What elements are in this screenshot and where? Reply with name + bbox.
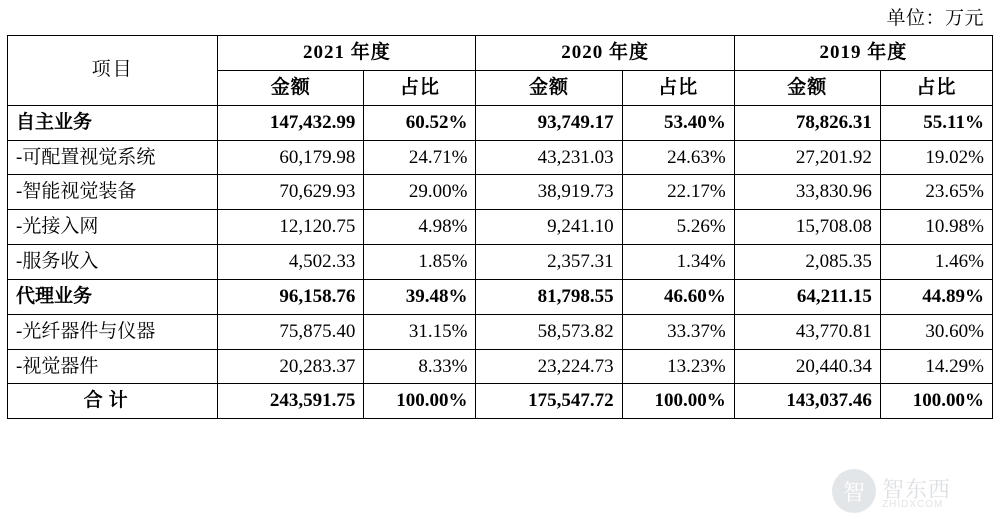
cell-percent: 29.00% bbox=[364, 175, 476, 210]
cell-amount: 43,770.81 bbox=[734, 314, 880, 349]
column-header-year-2020: 2020 年度 bbox=[476, 36, 734, 71]
column-header-percent-2021: 占比 bbox=[364, 70, 476, 105]
cell-amount: 20,440.34 bbox=[734, 349, 880, 384]
cell-percent: 44.89% bbox=[880, 279, 992, 314]
cell-amount: 4,502.33 bbox=[218, 245, 364, 280]
table-row bbox=[8, 245, 993, 280]
cell-percent: 55.11% bbox=[880, 105, 992, 140]
cell-percent: 13.23% bbox=[622, 349, 734, 384]
table-row bbox=[8, 279, 993, 314]
cell-percent: 19.02% bbox=[880, 140, 992, 175]
cell-percent: 100.00% bbox=[364, 384, 476, 419]
cell-amount: 96,158.76 bbox=[218, 279, 364, 314]
cell-amount: 243,591.75 bbox=[218, 384, 364, 419]
cell-amount: 33,830.96 bbox=[734, 175, 880, 210]
cell-amount: 38,919.73 bbox=[476, 175, 622, 210]
table-row bbox=[8, 175, 993, 210]
cell-percent: 31.15% bbox=[364, 314, 476, 349]
row-label: -服务收入 bbox=[8, 245, 218, 280]
column-header-amount-2021: 金额 bbox=[218, 70, 364, 105]
cell-percent: 39.48% bbox=[364, 279, 476, 314]
row-label: -光纤器件与仪器 bbox=[8, 314, 218, 349]
cell-percent: 53.40% bbox=[622, 105, 734, 140]
column-header-percent-2019: 占比 bbox=[880, 70, 992, 105]
watermark bbox=[826, 463, 994, 523]
row-label: -智能视觉装备 bbox=[8, 175, 218, 210]
row-label: 代理业务 bbox=[8, 279, 218, 314]
cell-percent: 30.60% bbox=[880, 314, 992, 349]
cell-amount: 15,708.08 bbox=[734, 210, 880, 245]
cell-amount: 2,357.31 bbox=[476, 245, 622, 280]
cell-percent: 10.98% bbox=[880, 210, 992, 245]
column-header-amount-2020: 金额 bbox=[476, 70, 622, 105]
cell-percent: 1.34% bbox=[622, 245, 734, 280]
cell-amount: 75,875.40 bbox=[218, 314, 364, 349]
cell-amount: 81,798.55 bbox=[476, 279, 622, 314]
column-header-year-2019: 2019 年度 bbox=[734, 36, 992, 71]
revenue-breakdown-table bbox=[7, 35, 993, 419]
cell-amount: 12,120.75 bbox=[218, 210, 364, 245]
cell-amount: 147,432.99 bbox=[218, 105, 364, 140]
cell-percent: 14.29% bbox=[880, 349, 992, 384]
cell-amount: 64,211.15 bbox=[734, 279, 880, 314]
cell-amount: 60,179.98 bbox=[218, 140, 364, 175]
column-header-item: 项目 bbox=[8, 36, 218, 106]
row-label: -可配置视觉系统 bbox=[8, 140, 218, 175]
table-row bbox=[8, 105, 993, 140]
cell-percent: 8.33% bbox=[364, 349, 476, 384]
table-body bbox=[8, 105, 993, 419]
row-label: 合计 bbox=[8, 384, 218, 419]
cell-percent: 60.52% bbox=[364, 105, 476, 140]
table-row bbox=[8, 349, 993, 384]
cell-percent: 1.85% bbox=[364, 245, 476, 280]
column-header-year-2021: 2021 年度 bbox=[218, 36, 476, 71]
table-header bbox=[8, 36, 993, 106]
column-header-amount-2019: 金额 bbox=[734, 70, 880, 105]
cell-percent: 22.17% bbox=[622, 175, 734, 210]
watermark-name: 智东西 bbox=[882, 477, 952, 502]
cell-percent: 5.26% bbox=[622, 210, 734, 245]
cell-percent: 4.98% bbox=[364, 210, 476, 245]
watermark-subtext: ZHIDXCOM bbox=[882, 499, 944, 510]
cell-amount: 2,085.35 bbox=[734, 245, 880, 280]
table-row bbox=[8, 314, 993, 349]
cell-amount: 78,826.31 bbox=[734, 105, 880, 140]
cell-percent: 100.00% bbox=[880, 384, 992, 419]
cell-amount: 20,283.37 bbox=[218, 349, 364, 384]
cell-amount: 70,629.93 bbox=[218, 175, 364, 210]
cell-percent: 100.00% bbox=[622, 384, 734, 419]
cell-amount: 143,037.46 bbox=[734, 384, 880, 419]
table-header-row-years bbox=[8, 36, 993, 71]
table-row bbox=[8, 384, 993, 419]
unit-note: 单位：万元 bbox=[886, 8, 984, 29]
row-label: -视觉器件 bbox=[8, 349, 218, 384]
table-row bbox=[8, 210, 993, 245]
cell-percent: 24.71% bbox=[364, 140, 476, 175]
cell-percent: 33.37% bbox=[622, 314, 734, 349]
watermark-logo-icon: 智 bbox=[832, 469, 876, 513]
row-label: 自主业务 bbox=[8, 105, 218, 140]
cell-percent: 46.60% bbox=[622, 279, 734, 314]
cell-amount: 9,241.10 bbox=[476, 210, 622, 245]
cell-percent: 23.65% bbox=[880, 175, 992, 210]
cell-amount: 27,201.92 bbox=[734, 140, 880, 175]
cell-percent: 24.63% bbox=[622, 140, 734, 175]
column-header-percent-2020: 占比 bbox=[622, 70, 734, 105]
cell-amount: 58,573.82 bbox=[476, 314, 622, 349]
table-row bbox=[8, 140, 993, 175]
cell-amount: 43,231.03 bbox=[476, 140, 622, 175]
cell-amount: 175,547.72 bbox=[476, 384, 622, 419]
cell-percent: 1.46% bbox=[880, 245, 992, 280]
cell-amount: 23,224.73 bbox=[476, 349, 622, 384]
cell-amount: 93,749.17 bbox=[476, 105, 622, 140]
row-label: -光接入网 bbox=[8, 210, 218, 245]
